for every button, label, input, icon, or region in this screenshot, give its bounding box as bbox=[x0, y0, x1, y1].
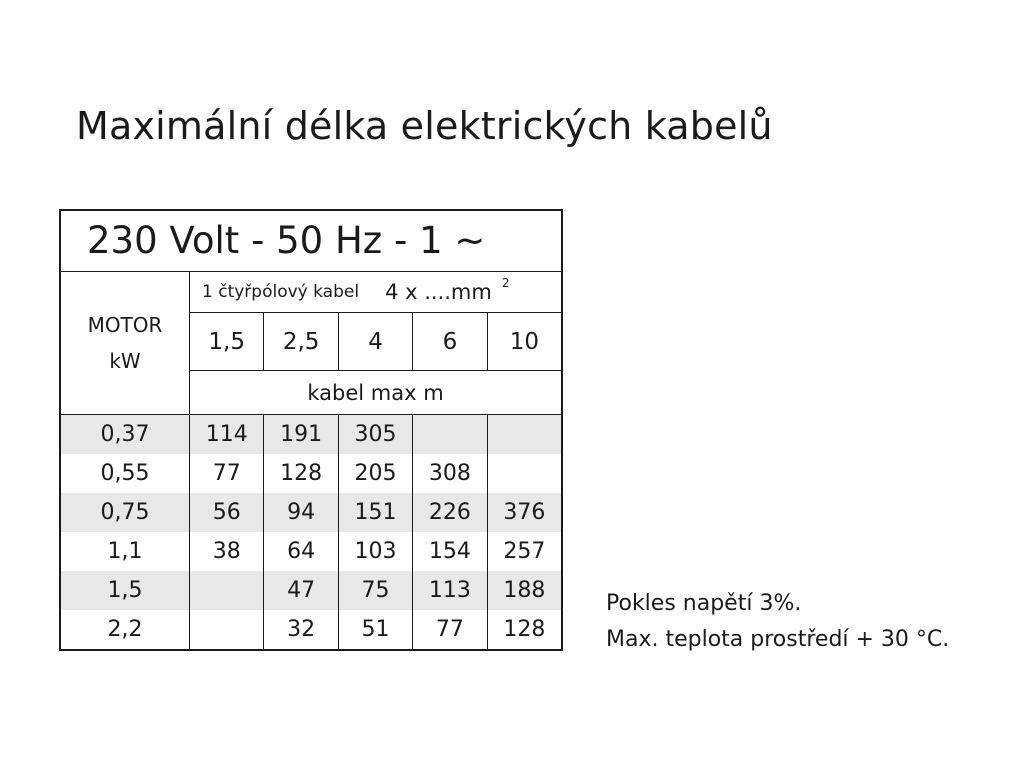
cross-section-row bbox=[190, 313, 561, 371]
motor-header-cell bbox=[61, 272, 190, 414]
table-row bbox=[61, 493, 561, 532]
length-cell: 128 bbox=[503, 617, 546, 642]
length-cell bbox=[488, 454, 561, 493]
length-cell: 205 bbox=[339, 454, 413, 493]
length-cell: 47 bbox=[264, 571, 338, 610]
length-cell: 257 bbox=[503, 539, 546, 564]
length-cell: 77 bbox=[190, 454, 264, 493]
length-cell: 56 bbox=[190, 493, 264, 532]
cross-section-cell: 4 bbox=[339, 313, 413, 370]
cable-length-table bbox=[59, 209, 563, 651]
length-cell: 64 bbox=[264, 532, 338, 571]
length-cell: 128 bbox=[264, 454, 338, 493]
note-voltage-drop: Pokles napětí 3%. bbox=[606, 591, 802, 616]
length-cell: 103 bbox=[339, 532, 413, 571]
table-row bbox=[61, 610, 561, 649]
length-cell: 38 bbox=[190, 532, 264, 571]
length-cell bbox=[190, 610, 264, 649]
notes bbox=[606, 586, 949, 658]
cable-type-row bbox=[190, 272, 561, 313]
cross-section-cell: 1,5 bbox=[190, 313, 264, 370]
cable-formula: 4 x ....mm bbox=[385, 280, 492, 304]
page-title: Maximální délka elektrických kabelů bbox=[76, 104, 773, 148]
table-header-block bbox=[61, 272, 561, 415]
length-cell: 75 bbox=[339, 571, 413, 610]
length-cell: 114 bbox=[190, 415, 264, 454]
length-cell: 94 bbox=[264, 493, 338, 532]
cross-section-cell: 2,5 bbox=[264, 313, 338, 370]
voltage-header: 230 Volt - 50 Hz - 1 ~ bbox=[61, 211, 561, 272]
table-row bbox=[61, 571, 561, 610]
length-cell: 51 bbox=[339, 610, 413, 649]
length-cell: 376 bbox=[503, 500, 546, 525]
motor-label: MOTOR bbox=[87, 313, 163, 337]
motor-unit-label: kW bbox=[109, 349, 141, 373]
unit-row: kabel max m bbox=[307, 380, 444, 405]
length-cell: 308 bbox=[413, 454, 487, 493]
cross-section-cell: 6 bbox=[413, 313, 487, 370]
length-cell: 32 bbox=[264, 610, 338, 649]
cable-type-label: 1 čtyřpólový kabel bbox=[202, 282, 360, 302]
length-cell: 188 bbox=[503, 578, 546, 603]
motor-power-cell: 0,55 bbox=[61, 454, 190, 493]
length-cell: 305 bbox=[339, 415, 413, 454]
table-row bbox=[61, 532, 561, 571]
table-row bbox=[61, 454, 561, 493]
motor-power-cell: 1,1 bbox=[61, 532, 190, 571]
cable-header-group bbox=[190, 272, 561, 414]
length-cell bbox=[190, 571, 264, 610]
note-ambient-temperature: Max. teplota prostředí + 30 °C. bbox=[606, 627, 950, 652]
length-cell: 226 bbox=[413, 493, 487, 532]
cable-superscript: 2 bbox=[501, 276, 510, 290]
length-cell: 113 bbox=[413, 571, 487, 610]
motor-power-cell: 1,5 bbox=[61, 571, 190, 610]
length-cell: 191 bbox=[264, 415, 338, 454]
motor-power-cell: 0,37 bbox=[61, 415, 190, 454]
length-cell bbox=[413, 415, 487, 454]
motor-power-cell: 0,75 bbox=[61, 493, 190, 532]
table-row bbox=[61, 415, 561, 454]
length-cell: 154 bbox=[413, 532, 487, 571]
length-cell bbox=[488, 415, 561, 454]
length-cell: 151 bbox=[339, 493, 413, 532]
cross-section-cell: 10 bbox=[509, 328, 539, 355]
motor-power-cell: 2,2 bbox=[61, 610, 190, 649]
length-cell: 77 bbox=[413, 610, 487, 649]
